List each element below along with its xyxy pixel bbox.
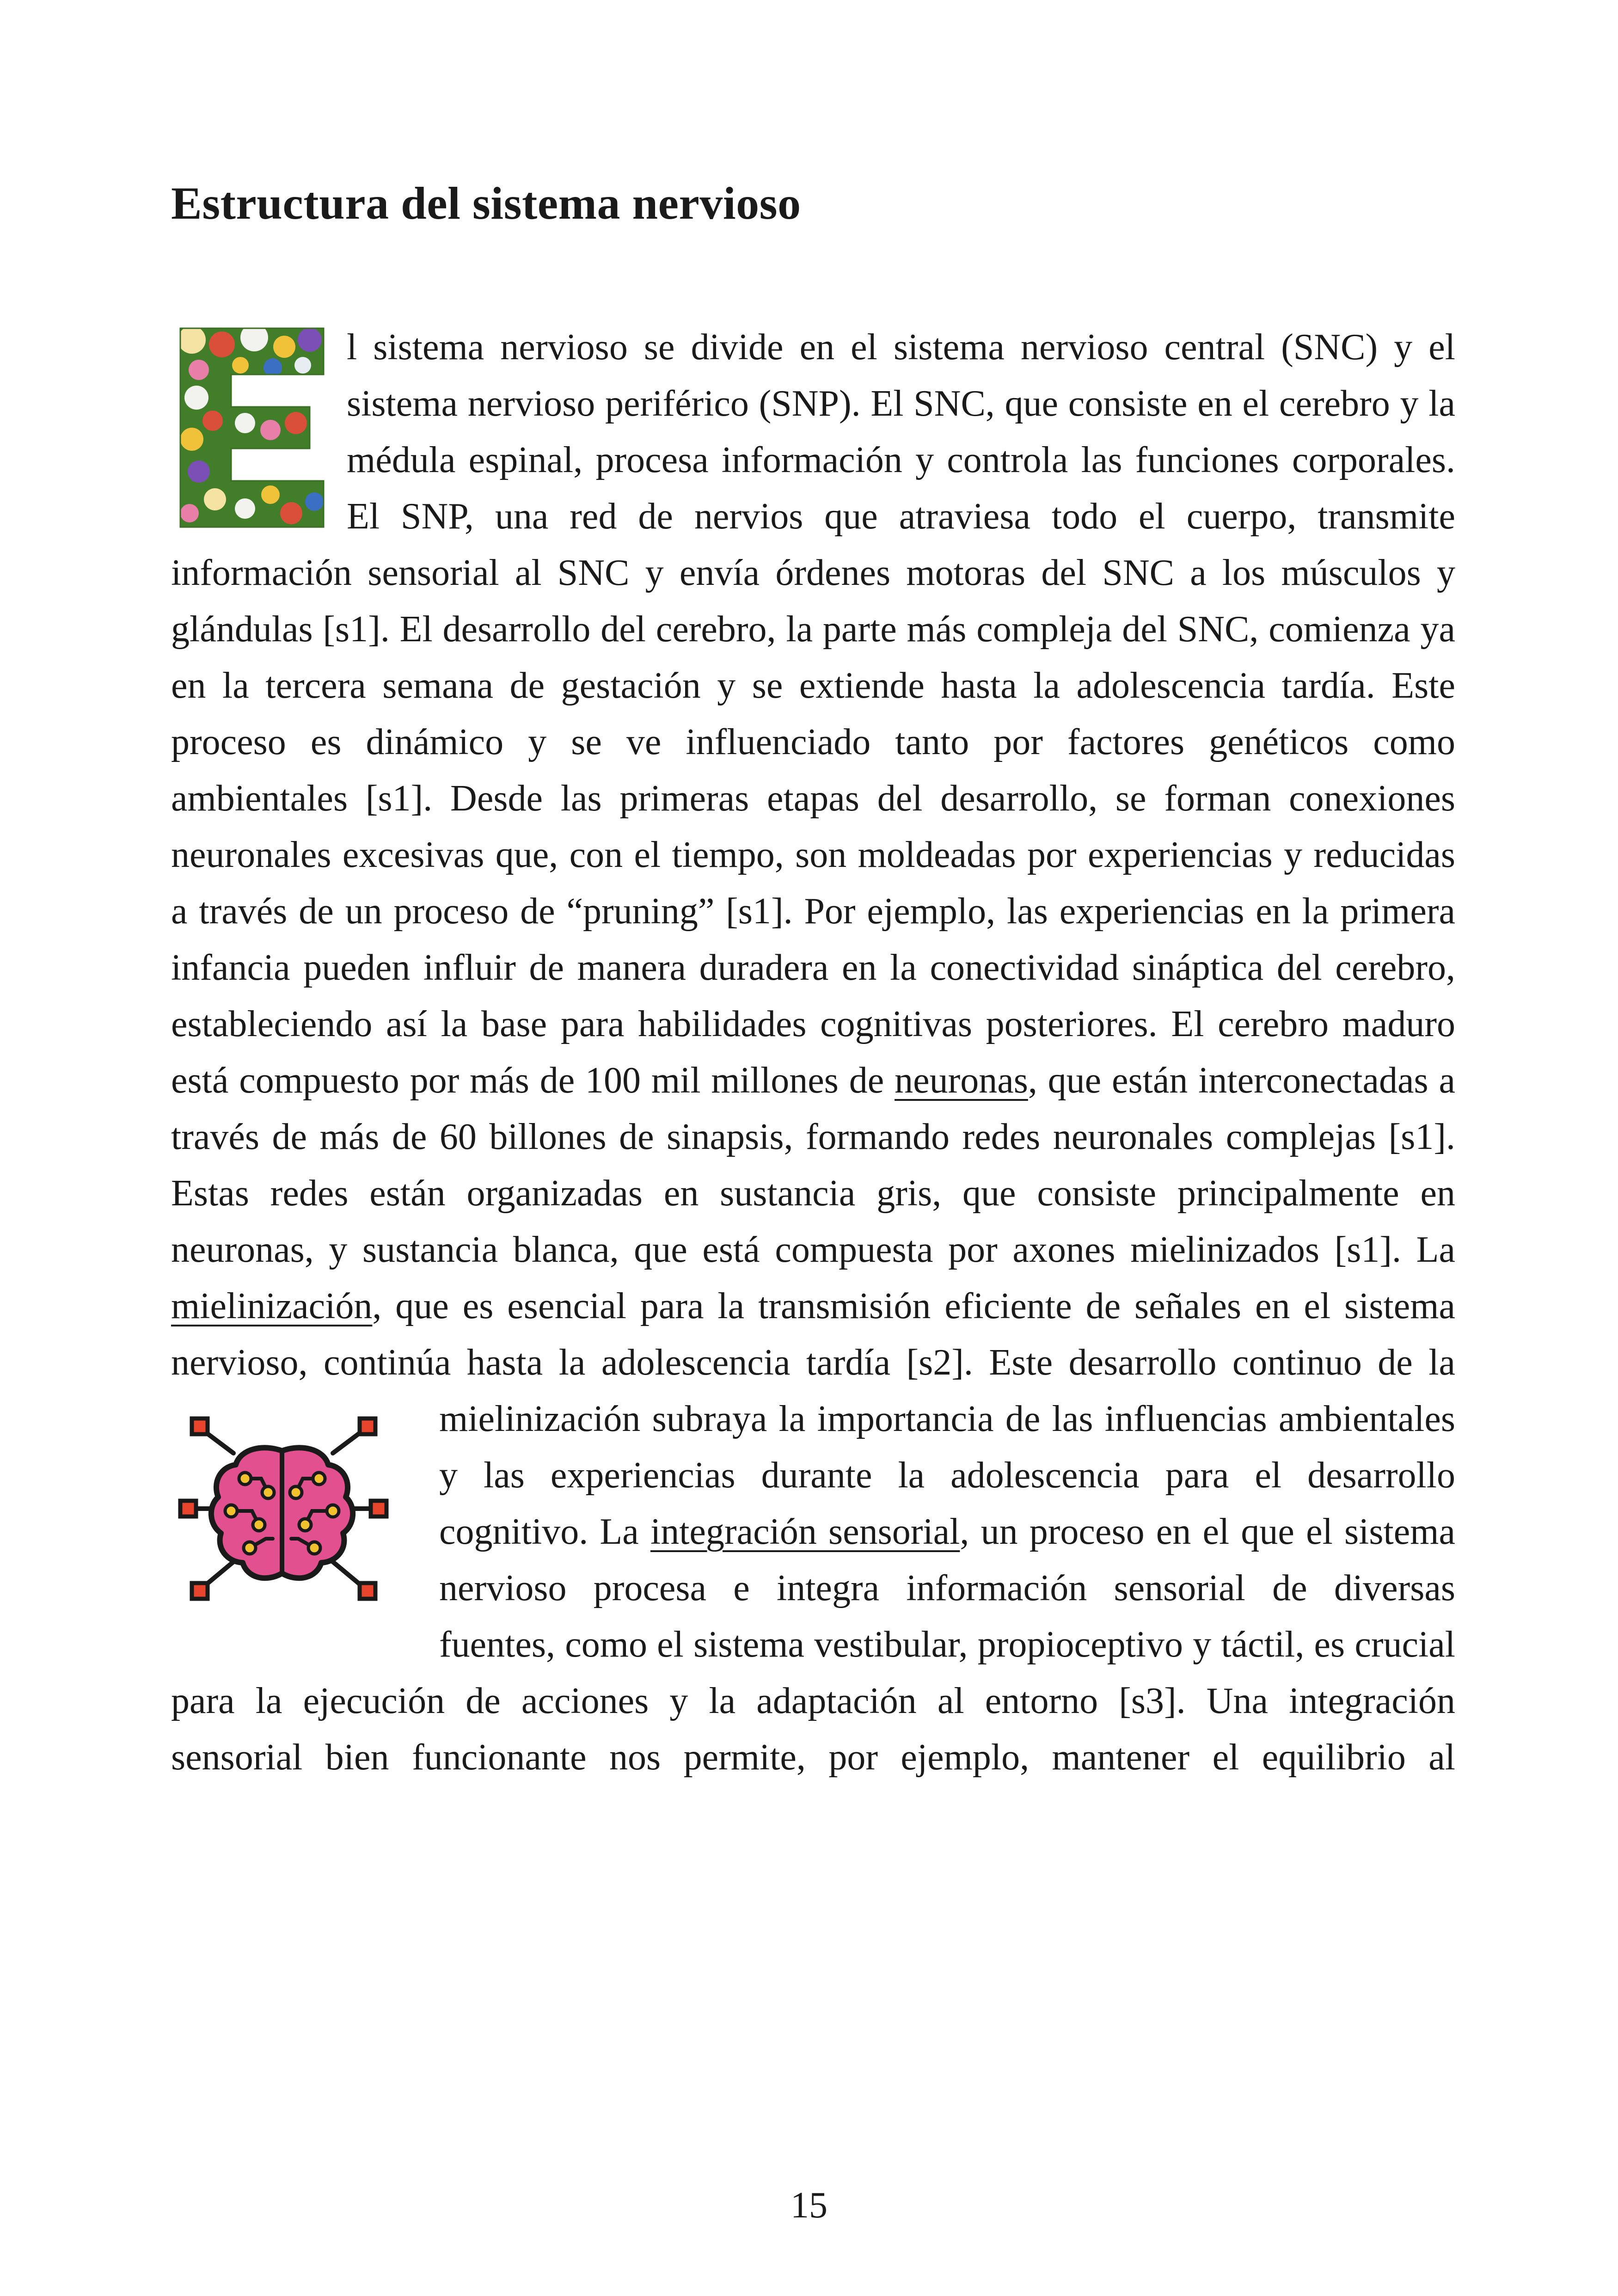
paragraph-text-1: l sistema nervioso se divide en el sistema nervioso central (SNC) y el sistema nervioso periférico (SNP). El SNC, que consiste en el cerebro y la médula espinal, procesa información y controla las funciones corporales. El SNP, una red de nervios que atraviesa todo el cuerpo, transmite información sensorial al SNC y envía órdenes motoras del SNC a los músculos y glándulas [s1]. El desarrollo del cerebro, la parte más compleja del SNC, comienza ya en la tercera semana de gestación y se extiende hasta la adolescencia tardía. Este proceso es dinámico y se ve influenciado tanto por factores genéticos como ambientales [s1]. Desde las primeras etapas del desarrollo, se forman conexiones neuronales excesivas que, con el tiempo, son moldeadas por experiencias y reducidas a través de un proceso de “pruning” [s1]. Por ejemplo, las experiencias en la primera infancia pueden influir de manera duradera en la conectividad sináptica del cerebro, estableciendo así la base para habilidades cognitivas posteriores. El cerebro maduro está compuesto por más de 100 mil millones de bbox=[171, 327, 1455, 1101]
paragraph-text-3b: la mielinización subraya la importancia de las influencias ambientales y las experiencias durante la adolescencia para el desarrollo cognitivo. La bbox=[439, 1342, 1455, 1552]
link-neuronas[interactable]: neuronas bbox=[895, 1060, 1028, 1101]
link-mielinizacion[interactable]: mielinización bbox=[171, 1286, 373, 1326]
heading-gap bbox=[171, 231, 1455, 319]
paragraph-text-4: , un proceso en el que el sistema nervioso procesa e integra información sensorial de diversas fuentes, como el sistema vestibular, propioceptivo y táctil, es crucial para la ejecución de acciones y la adaptación al entorno [s3]. Una integración sensorial bien funcionante nos permite, por ejemplo, mantener el equilibrio al bbox=[171, 1511, 1456, 1778]
link-integracion-sensorial[interactable]: integración sensorial bbox=[650, 1511, 960, 1552]
paragraph-text-2: , que están interconectadas a través de más de 60 billones de sinapsis, formando redes neuronales complejas [s1]. Estas redes están organizadas en sustancia gris, que consiste principalmente en neuronas, y sustancia blanca, que está compuesta por axones mielinizados [s1]. La bbox=[171, 1060, 1456, 1270]
floral-letter-e-icon bbox=[171, 319, 333, 536]
page-content bbox=[171, 176, 1455, 1786]
page-number: 15 bbox=[791, 2185, 827, 2226]
body-paragraph bbox=[171, 319, 1455, 1786]
section-heading: Estructura del sistema nervioso bbox=[171, 178, 801, 229]
paragraph-text-3a: , que es esencial para la transmisión eficiente de señales en el sistema nervioso, continúa hasta la adolescencia tardía [s2]. Este desarrollo continuo de bbox=[171, 1286, 1455, 1383]
brain-circuit-icon bbox=[166, 1400, 407, 1617]
